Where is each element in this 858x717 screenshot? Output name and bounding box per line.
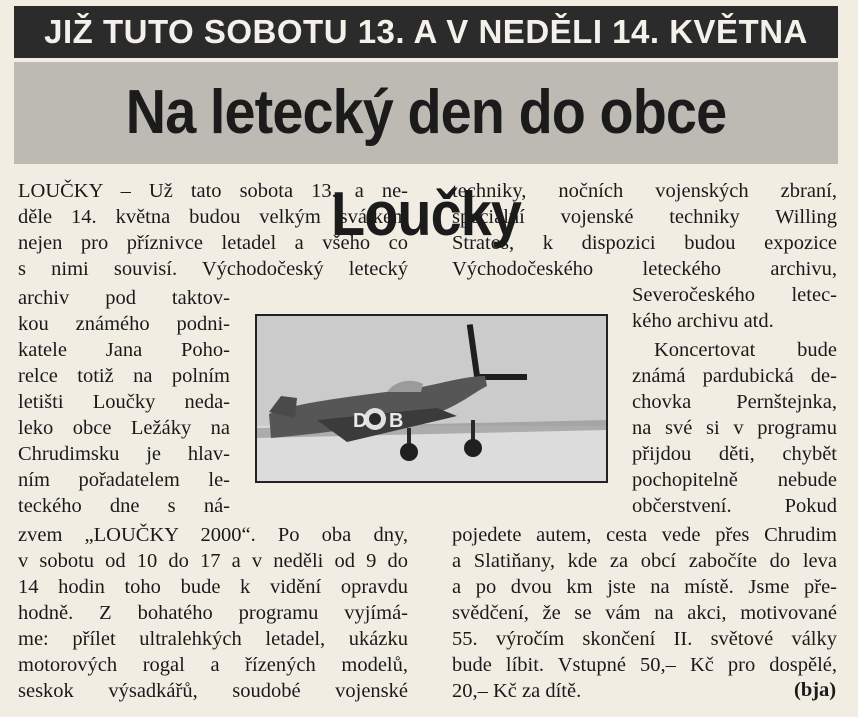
left-line: motorových rogal a řízených modelů, <box>18 654 408 676</box>
right-line: přijdou děti, chybět <box>632 443 837 465</box>
right-line: Severočeského letec- <box>632 284 837 306</box>
svg-text:D: D <box>353 410 368 432</box>
right-line: a po dvou km jste na místě. Jsme pře- <box>452 576 837 598</box>
left-line: archiv pod taktov- <box>18 287 230 309</box>
left-line: kou známého podni- <box>18 313 230 335</box>
left-line: nejen pro příznivce letadel a všeho co <box>18 232 408 254</box>
right-line: známá pardubická de- <box>632 365 837 387</box>
left-line: letišti Loučky neda- <box>18 391 230 413</box>
right-line: Koncertovat bude <box>654 339 837 361</box>
right-line: chovka Pernštejnka, <box>632 391 837 413</box>
right-line: občerstvení. Pokud <box>632 495 837 517</box>
right-line: 20,– Kč za dítě. <box>452 680 582 702</box>
right-line: a Slatiňany, kde za obcí zabočíte do leva <box>452 550 837 572</box>
left-line: teckého dne s ná- <box>18 495 230 517</box>
left-line: LOUČKY – Už tato sobota 13. a ne- <box>18 180 408 202</box>
left-line: hodně. Z bohatého programu vyjímá- <box>18 602 408 624</box>
right-line: pojedete autem, cesta vede přes Chrudim <box>452 524 837 546</box>
left-line: katele Jana Poho- <box>18 339 230 361</box>
left-line: Chrudimsku je hlav- <box>18 443 230 465</box>
author-signature: (bja) <box>794 679 837 701</box>
right-line: na své si v programu <box>632 417 837 439</box>
kicker-banner: JIŽ TUTO SOBOTU 13. A V NEDĚLI 14. KVĚTNA <box>14 6 838 58</box>
headline: Na letecký den do obce Loučky <box>125 78 727 249</box>
spitfire-illustration <box>257 316 606 481</box>
left-line: me: přílet ultralehkých letadel, ukázku <box>18 628 408 650</box>
right-line: bude líbit. Vstupné 50,– Kč pro dospělé, <box>452 654 837 676</box>
right-line: 55. výročím skončení II. světové války <box>452 628 837 650</box>
right-line: Východočeského leteckého archivu, <box>452 258 837 280</box>
right-line: techniky, nočních vojenských zbraní, <box>452 180 837 202</box>
left-line: zvem „LOUČKY 2000“. Po oba dny, <box>18 524 408 546</box>
left-line: leko obce Ležáky na <box>18 417 230 439</box>
left-line: s nimi souvisí. Východočeský letecký <box>18 258 408 280</box>
left-line: seskok výsadkářů, soudobé vojenské <box>18 680 408 702</box>
left-line: ním pořadatelem le- <box>18 469 230 491</box>
left-line: relce totiž na polním <box>18 365 230 387</box>
right-line: speciální vojenské techniky Willing <box>452 206 837 228</box>
left-line: děle 14. května budou velkým svátkem <box>18 206 408 228</box>
aircraft-photo <box>255 314 608 483</box>
right-line: kého archivu atd. <box>632 310 774 332</box>
right-line: svědčení, že se vám na akci, motivované <box>452 602 837 624</box>
svg-text:B: B <box>389 410 404 432</box>
right-line: Stratos, k dispozici budou expozice <box>452 232 837 254</box>
right-line: pochopitelně nebude <box>632 469 837 491</box>
left-line: 14 hodin toho bude k vidění opravdu <box>18 576 408 598</box>
left-line: v sobotu od 10 do 17 a v neděli od 9 do <box>18 550 408 572</box>
